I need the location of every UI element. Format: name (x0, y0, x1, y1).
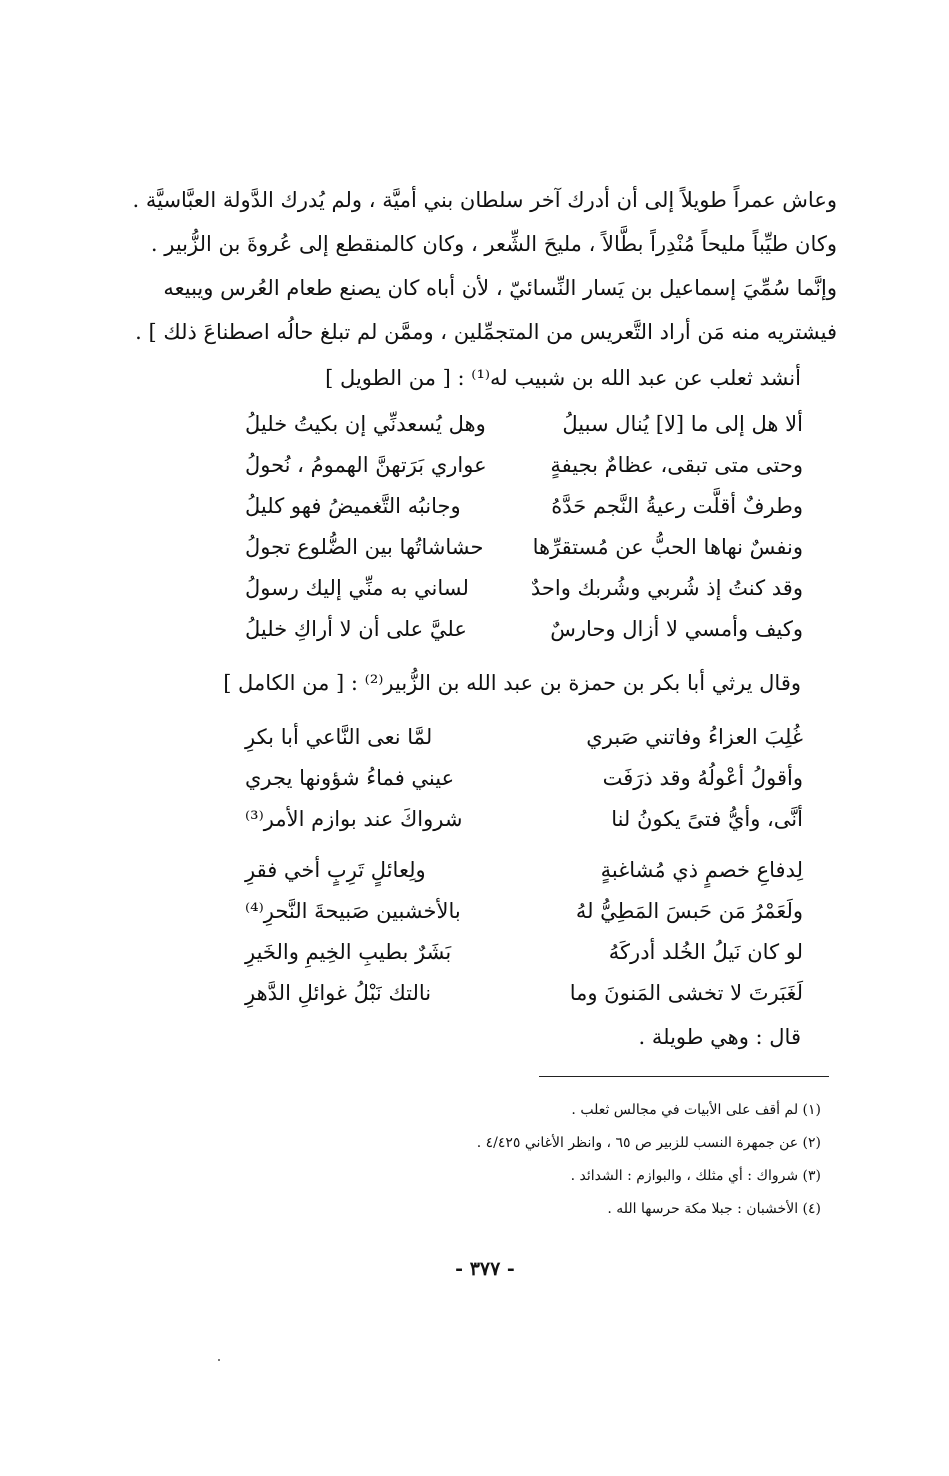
prose-line: فيشتريه منه مَن أراد التَّعريس من المتجمِّلين ، وممَّن لم تبلغ حالُه اصطناعَ ذلك ] . (135, 320, 837, 344)
page-number: - ٣٧٧ - (455, 1258, 515, 1280)
verse-row (213, 576, 803, 617)
footnote: (٢) عن جمهرة النسب للزبير ص ٦٥ ، وانظر الأغاني ٤/٤٢٥ . (476, 1135, 821, 1151)
verse-first-hemistich: ألا هل إلى ما [لا] يُنال سبيلُ (562, 412, 803, 436)
poem2-verses (213, 725, 803, 1022)
verse-first-hemistich: وكيف وأمسي لا أزال وحارسٌ (550, 617, 803, 641)
prose-line: وعاش عمراً طويلاً إلى أن أدرك آخر سلطان بني أميَّة ، ولم يُدرك الدَّولة العبَّاسيَّة . (132, 188, 837, 212)
verse-row (213, 494, 803, 535)
verse-first-hemistich: وقد كنتُ إذ شُربي وشُربك واحدٌ (530, 576, 803, 600)
footnote: (١) لم أقف على الأبيات في مجالس ثعلب . (571, 1102, 821, 1118)
verse-first-hemistich: أنَّى، وأيُّ فتىً يكونُ لنا (611, 807, 803, 831)
verse-row (213, 453, 803, 494)
verse-second-hemistich: حشاشاتُها بين الضُّلوع تجولُ (245, 535, 484, 559)
verse-first-hemistich: لِدفاعِ خصمٍ ذي مُشاغبةٍ (600, 858, 803, 882)
verse-row (213, 807, 803, 848)
verse-second-hemistich: شرواكَ عند بوازم الأمر⁽³⁾ (245, 807, 463, 831)
prose-paragraph (117, 178, 837, 354)
verse-second-hemistich: بالأخشبين صَبيحةَ النَّحرِ⁽⁴⁾ (245, 899, 461, 923)
verse-second-hemistich: وهل يُسعدنِّي إن بكيتُ خليلُ (245, 412, 486, 436)
verse-row (213, 725, 803, 766)
verse-first-hemistich: لو كان نَيلُ الخُلد أدركَهُ (608, 940, 803, 964)
verse-row (213, 766, 803, 807)
verse-row (213, 858, 803, 899)
verse-row (213, 899, 803, 940)
verse-first-hemistich: غُلِبَ العزاءُ وفاتني صَبري (586, 725, 803, 749)
prose-line: وكان طيِّباً مليحاً مُنْدِراً بطَّالاً ، مليحَ الشِّعر ، وكان كالمنقطع إلى عُروةَ بن الزُّبير . (150, 232, 837, 256)
closing-remark: قال : وهي طويلة . (638, 1025, 801, 1049)
verse-second-hemistich: بَشَرٌ بطيبِ الخِيمِ والخَيرِ (245, 940, 452, 964)
verse-first-hemistich: لَغَبَرتَ لا تخشى المَنونَ وما (569, 981, 803, 1005)
verse-second-hemistich: لمَّا نعى النَّاعي أبا بكرِ (245, 725, 433, 749)
verse-first-hemistich: وحتى متى تبقى، عظامٌ بجيفةٍ (550, 453, 803, 477)
verse-first-hemistich: وأقولُ أعْولُهُ وقد ذرَفَت (602, 766, 803, 790)
poem1-verses (213, 412, 803, 658)
verse-second-hemistich: لساني به منِّي إليك رسولُ (245, 576, 469, 600)
footnote: (٣) شرواك : أي مثلك ، والبوازم : الشدائد . (570, 1168, 821, 1184)
verse-row (213, 617, 803, 658)
scan-speck (218, 1359, 220, 1361)
verse-row (213, 940, 803, 981)
verse-first-hemistich: ونفسٌ نهاها الحبُّ عن مُستقرِّها (532, 535, 803, 559)
verse-second-hemistich: نالتك نَبْلُ غوائلِ الدَّهرِ (245, 981, 432, 1005)
prose-line: وإنَّما سُمِّيَ إسماعيل بن يَسار النِّسائيّ ، لأن أباه كان يصنع طعام العُرس ويبيعه (163, 276, 837, 300)
footnote-divider (539, 1076, 829, 1077)
verse-second-hemistich: عيني فماءُ شؤونها يجري (245, 766, 455, 790)
poem1-intro: أنشد ثعلب عن عبد الله بن شبيب له⁽¹⁾ : [ من الطويل ] (325, 366, 801, 390)
verse-second-hemistich: ولِعائلٍ تَرِبٍ أخي فقرِ (245, 858, 426, 882)
verse-second-hemistich: وجانبُه التَّغميضُ فهو كليلُ (245, 494, 461, 518)
footnote: (٤) الأخشبان : جبلا مكة حرسها الله . (607, 1201, 821, 1217)
verse-second-hemistich: عليَّ على أن لا أراكِ خليلُ (245, 617, 467, 641)
verse-row (213, 535, 803, 576)
verse-row (213, 412, 803, 453)
verse-first-hemistich: ولَعَمْرُ مَن حَبسَ المَطِيُّ لهُ (575, 899, 803, 923)
poem2-intro: وقال يرثي أبا بكر بن حمزة بن عبد الله بن الزُّبير⁽²⁾ : [ من الكامل ] (223, 671, 801, 695)
footnotes (477, 1094, 821, 1226)
verse-first-hemistich: وطرفٌ أقلَّت رعيةُ النَّجم حَدَّهُ (551, 494, 803, 518)
verse-second-hemistich: عواري بَرَتهنَّ الهمومُ ، نُحولُ (245, 453, 487, 477)
verse-row (213, 981, 803, 1022)
